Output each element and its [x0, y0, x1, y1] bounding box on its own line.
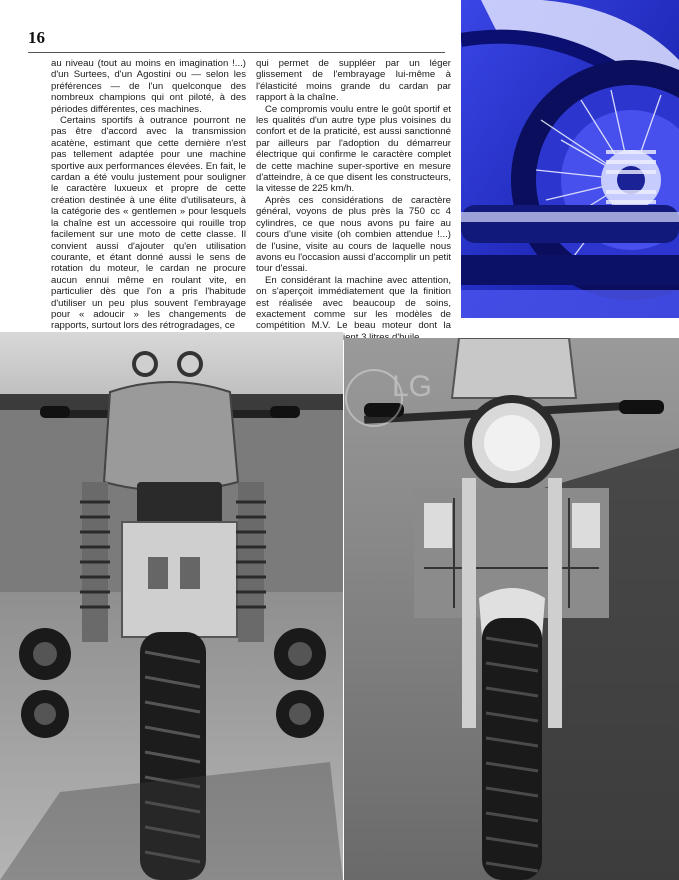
- paragraph: En considérant la machine avec attention, on s'aperçoit immédiatement que la finition est réalisée avec beaucoup de soins, exactement comme sur les modèles de compétition M.V. Le beau moteur dont la: [256, 274, 451, 332]
- photo-motorcycle-front: [344, 338, 679, 880]
- paragraph: au niveau (tout au moins en imagination !...) d'un Surtees, d'un Agostini ou — selon les préférences — de l'un quelconque des nombreux champions qui ont piloté, à des périodes différentes, ces machines.: [51, 58, 246, 115]
- photo-wheel-blue: [461, 0, 679, 318]
- header-rule: [28, 52, 445, 53]
- paragraph: Certains sportifs à outrance pourront ne pas être d'accord avec la transmission acatène, estimant que cette dernière n'est pas tellement adaptée pour une machine sportive aux performances élevées. En fait, le cardan a été voulu justement pour souligner le caractère luxueux et propre de cette création destinée à une élite d'utilisateurs, à la catégorie des « gentlemen » pour lesquels la chaîne est un accessoire qui rouille trop facilement sur une moto de cette classe. Il convient aussi d'ajouter qu'en utilisation courante, et étant donné aussi le sens de rotation du moteur, le cardan ne procure aucun ennui même en roulant vite, en particulier dès que l'on a pris l'habitude d'utiliser un peu plus souvent l'embrayage pour « adoucir » les changements de rapports, surtout lors des rétrogradages, ce: [51, 115, 246, 332]
- photo-motorcycle-rear: [0, 332, 343, 880]
- paragraph: qui permet de suppléer par un léger glissement de l'embrayage lui-même à l'élasticité moins grande du cardan par rapport à la chaîne.: [256, 58, 451, 104]
- article-column-2: [256, 58, 451, 343]
- page-number: 16: [28, 28, 45, 47]
- watermark-text: LG: [392, 370, 433, 403]
- paragraph: Ce compromis voulu entre le goût sportif et les qualités d'un autre type plus voisines du confort et de la praticité, est aussi sanctionné par ailleurs par l'adoption du démarreur électrique qui confirme le caractère complet de cette machine super-sportive en mesure d'atteindre, à ce que disent les constructeurs, la vitesse de 225 km/h.: [256, 103, 451, 195]
- article-column-1: [51, 58, 246, 332]
- paragraph: Après ces considérations de caractère général, voyons de plus près la 750 cc 4 cylindres, ce que nous avons pu faire au cours d'une visite (oh combien attendue !...) de l'usine, visite au cours de laquelle nous avons eu l'occasion aussi d'accomplir un petit tour d'essai.: [256, 194, 451, 275]
